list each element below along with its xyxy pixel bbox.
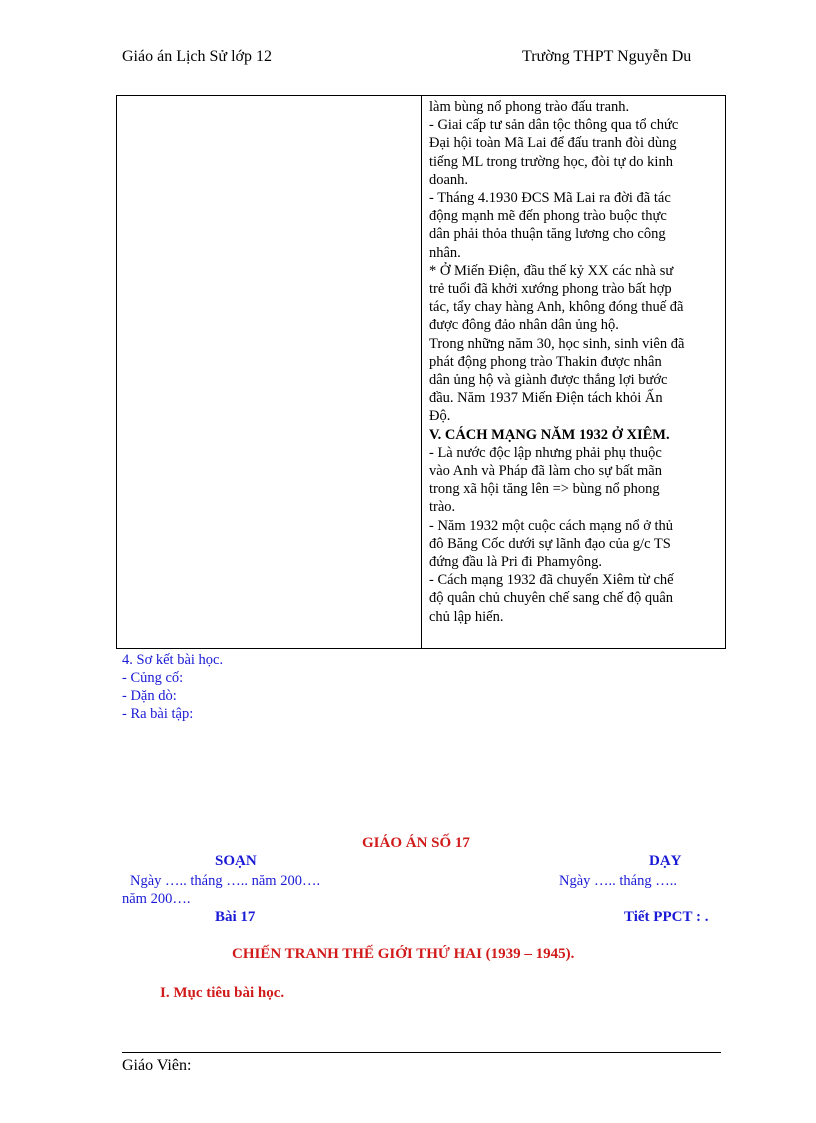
lesson-table (116, 95, 726, 649)
table-line: đứng đầu là Pri đi Phamyông. (429, 554, 602, 571)
table-line: làm bùng nổ phong trào đấu tranh. (429, 99, 630, 115)
lesson-summary (122, 651, 223, 723)
table-line: dân phải thỏa thuận tăng lương cho công (429, 226, 666, 243)
summary-title: 4. Sơ kết bài học. (122, 652, 224, 668)
table-line: được đông đảo nhân dân ủng hộ. (429, 317, 619, 334)
table-line: phát động phong trào Thakin được nhân (429, 353, 662, 370)
table-line: chủ lập hiến. (429, 608, 504, 625)
footer-teacher: Giáo Viên: (122, 1057, 192, 1074)
lesson-tiet: Tiết PPCT : . (624, 909, 709, 925)
day-date-continued: năm 200…. (122, 891, 191, 907)
lesson-title: CHIẾN TRANH THẾ GIỚI THỨ HAI (1939 – 1945). (232, 946, 575, 962)
table-line: dân ủng hộ và giành được thắng lợi bước (429, 372, 668, 389)
header-right-school: Trường THPT Nguyễn Du (522, 48, 692, 65)
table-line: độ quân chủ chuyên chế sang chế độ quân (429, 590, 674, 607)
table-line: - Cách mạng 1932 đã chuyển Xiêm từ chế (429, 572, 674, 589)
day-date: Ngày ….. tháng ….. (559, 873, 677, 889)
summary-item: - Dặn dò: (122, 688, 177, 704)
table-line: doanh. (429, 171, 469, 188)
table-column-divider (421, 96, 422, 648)
table-line: tiếng ML trong trường học, đòi tự do kinh (429, 153, 673, 170)
table-line: Trong những năm 30, học sinh, sinh viên đã (429, 335, 685, 352)
table-line: trào. (429, 499, 456, 516)
lesson-number: GIÁO ÁN SỐ 17 (362, 835, 470, 851)
table-line: vào Anh và Pháp đã làm cho sự bất mãn (429, 463, 662, 480)
header-left-title: Giáo án Lịch Sử lớp 12 (122, 48, 272, 65)
table-line: Độ. (429, 408, 451, 425)
lesson-bai: Bài 17 (215, 909, 256, 925)
table-line: đô Băng Cốc dưới sự lãnh đạo của g/c TS (429, 535, 671, 552)
table-line: - Tháng 4.1930 ĐCS Mã Lai ra đời đã tác (429, 190, 671, 207)
summary-item: - Ra bài tập: (122, 706, 194, 722)
summary-item: - Củng cố: (122, 670, 184, 686)
table-line: đầu. Năm 1937 Miến Điện tách khỏi Ấn (429, 390, 663, 407)
day-label: DẠY (649, 853, 682, 869)
table-line: trong xã hội tăng lên => bùng nổ phong (429, 481, 660, 498)
footer-divider (122, 1052, 721, 1053)
table-line: - Năm 1932 một cuộc cách mạng nổ ở thủ (429, 517, 674, 534)
table-line: Đại hội toàn Mã Lai để đấu tranh đòi dùng (429, 135, 677, 152)
table-line: trẻ tuổi đã khởi xướng phong trào bất hợp (429, 281, 672, 298)
section-heading-siam: V. CÁCH MẠNG NĂM 1932 Ở XIÊM. (429, 426, 670, 443)
table-line: - Giai cấp tư sản dân tộc thông qua tổ chức (429, 117, 679, 134)
table-line: nhân. (429, 244, 461, 261)
table-line: * Ở Miến Điện, đầu thế kỷ XX các nhà sư (429, 262, 674, 279)
table-right-cell (429, 98, 721, 626)
objectives-heading: I. Mục tiêu bài học. (160, 985, 285, 1001)
table-line: - Là nước độc lập nhưng phải phụ thuộc (429, 444, 662, 461)
soan-date: Ngày ….. tháng ….. năm 200…. (130, 873, 321, 889)
table-line: tác, tẩy chay hàng Anh, không đóng thuế đã (429, 299, 684, 316)
table-line: động mạnh mẽ đến phong trào buộc thực (429, 208, 667, 225)
soan-label: SOẠN (215, 853, 257, 869)
